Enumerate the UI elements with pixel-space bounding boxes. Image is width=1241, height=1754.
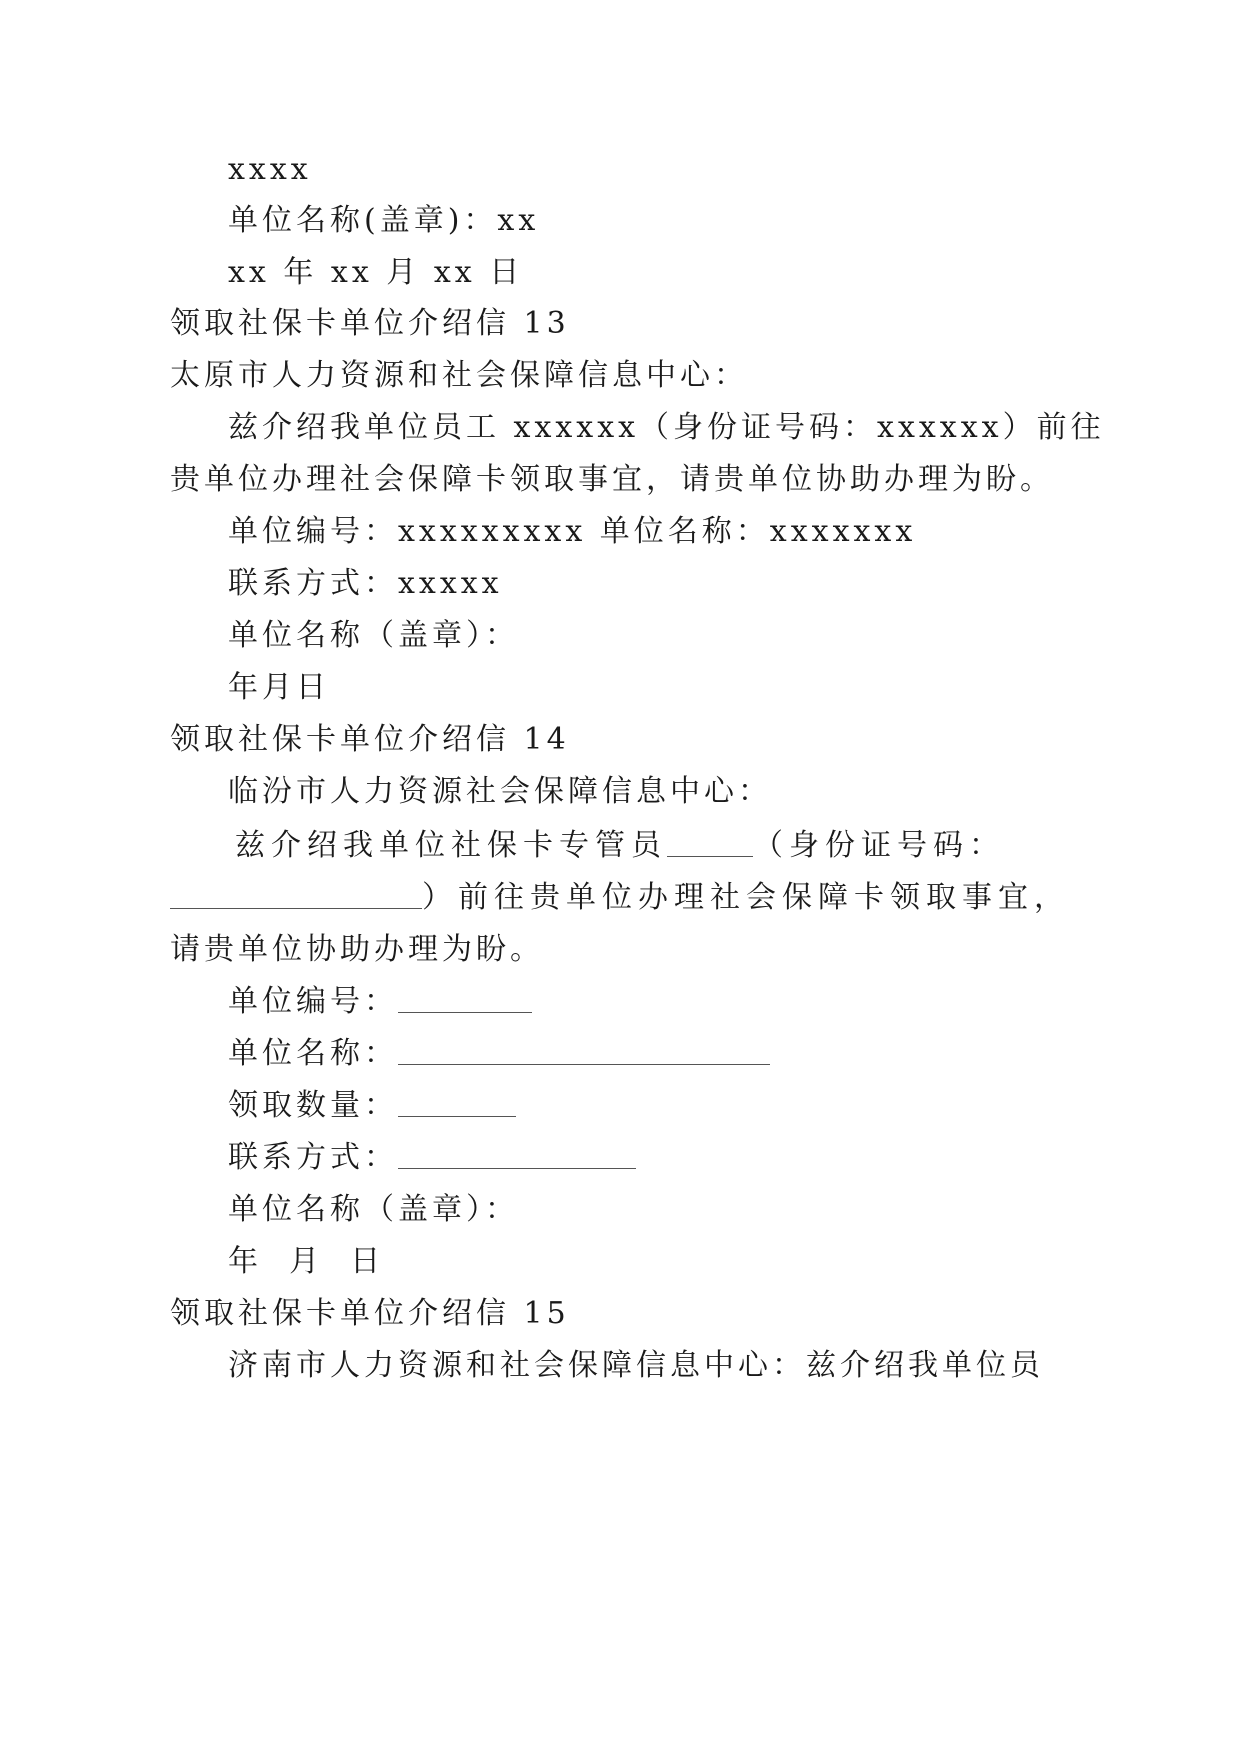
- quantity-label: 领取数量：: [228, 1088, 398, 1123]
- unit-line: 单位编号：xxxxxxxxx 单位名称：xxxxxxx: [228, 514, 917, 549]
- name-blank[interactable]: [667, 832, 753, 857]
- stamp-line: 单位名称(盖章)：xx: [228, 203, 540, 238]
- contact-line: 联系方式：xxxxx: [228, 566, 503, 601]
- letter-title: 领取社保卡单位介绍信 14: [170, 722, 570, 757]
- body-line: [170, 878, 1070, 918]
- contact-label: 联系方式：: [228, 1140, 398, 1175]
- name-line: xxxx: [228, 152, 312, 187]
- quantity-blank[interactable]: [398, 1092, 516, 1117]
- body-line: 济南市人力资源和社会保障信息中心：兹介绍我单位员: [228, 1348, 1044, 1383]
- letter-title: 领取社保卡单位介绍信 15: [170, 1296, 570, 1331]
- addressee: 临汾市人力资源社会保障信息中心：: [228, 774, 772, 809]
- body-line: 贵单位办理社会保障卡领取事宜，请贵单位协助办理为盼。: [170, 462, 1054, 497]
- unit-name-label: 单位名称：: [228, 1036, 398, 1071]
- unit-no-label: 单位编号：: [228, 984, 398, 1019]
- body-text: ）前往贵单位办理社会保障卡领取事宜，: [422, 880, 1070, 915]
- date-line: xx 年 xx 月 xx 日: [228, 255, 524, 290]
- date-line: 年 月 日: [228, 1244, 385, 1279]
- body-line: [235, 826, 1005, 866]
- stamp-line: 单位名称（盖章）：: [228, 618, 519, 653]
- contact-line: [228, 1138, 636, 1178]
- body-text: 兹介绍我单位社保卡专管员: [235, 828, 667, 863]
- quantity-line: [228, 1086, 516, 1126]
- body-text: （身份证号码：: [753, 828, 1005, 863]
- unit-name-line: [228, 1034, 770, 1074]
- unit-no-line: [228, 982, 532, 1022]
- unit-no-blank[interactable]: [398, 988, 532, 1013]
- body-line: 请贵单位协助办理为盼。: [170, 932, 544, 967]
- unit-name-blank[interactable]: [398, 1040, 770, 1065]
- stamp-line: 单位名称（盖章）：: [228, 1192, 519, 1227]
- contact-blank[interactable]: [398, 1144, 636, 1169]
- date-line: 年月日: [228, 670, 330, 705]
- body-line: 兹介绍我单位员工 xxxxxx（身份证号码：xxxxxx）前往: [228, 410, 1105, 445]
- id-number-blank[interactable]: [170, 884, 422, 909]
- letter-title: 领取社保卡单位介绍信 13: [170, 306, 570, 341]
- addressee: 太原市人力资源和社会保障信息中心：: [170, 358, 748, 393]
